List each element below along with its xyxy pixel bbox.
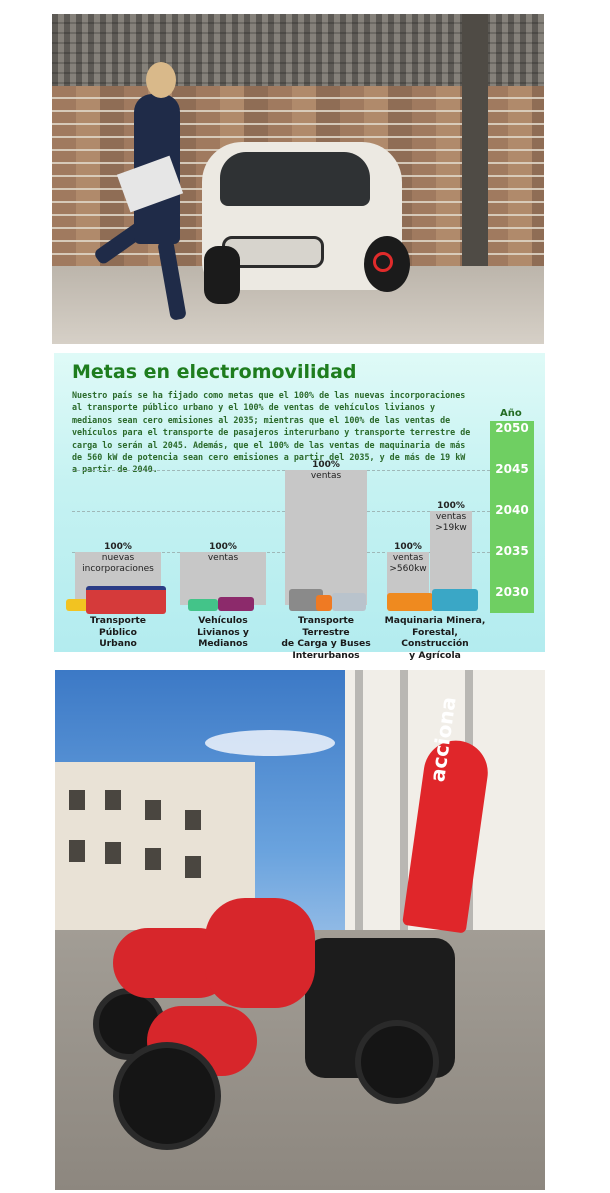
machinery-icon: [432, 589, 478, 611]
bar-text-label: ventas: [310, 471, 342, 481]
bar-percent-label: 100%: [209, 542, 237, 552]
category-label-line: y Agrícola: [409, 649, 461, 661]
electromobility-infographic: [54, 353, 545, 661]
bar-text-label: ventas >19kw: [435, 512, 467, 533]
flagpole: [355, 670, 363, 960]
cloud: [205, 730, 335, 756]
microcar-windshield: [220, 152, 370, 206]
acciona-scooters-photo: [55, 670, 545, 1190]
dark-column: [462, 14, 488, 266]
category-label: [70, 615, 166, 650]
year-tick-label: 2040: [495, 503, 529, 517]
window: [185, 810, 201, 830]
window: [145, 848, 161, 870]
window: [145, 800, 161, 820]
category-label-line: Interurbanos: [292, 649, 360, 661]
dump-truck-icon: [387, 593, 433, 611]
microcar-wheel-ring: [373, 252, 393, 272]
category-label: [274, 615, 378, 661]
bar-text-label: nuevas incorporaciones: [82, 553, 154, 574]
window: [105, 790, 121, 810]
bar-percent-label: 100%: [104, 542, 132, 552]
bus-icon: [332, 593, 366, 611]
year-tick-label: 2035: [495, 544, 529, 558]
scooter-front: [205, 898, 315, 1008]
acciona-logo: acciona: [425, 695, 461, 784]
year-tick-label: 2030: [495, 585, 529, 599]
category-label-line: Medianos: [198, 638, 248, 649]
bar-percent-label: 100%: [394, 542, 422, 552]
scooter-wheel: [355, 1020, 439, 1104]
microcar-street-photo: [52, 14, 544, 344]
car-icon: [218, 597, 254, 611]
window: [185, 856, 201, 878]
category-label-line: Urbano: [99, 638, 137, 649]
bus-icon: [86, 586, 166, 614]
category-label-line: Público: [99, 626, 137, 638]
woman-head: [146, 62, 176, 98]
microcar-wheel: [204, 246, 240, 304]
truck-cab-icon: [316, 595, 332, 611]
bar-percent-label: 100%: [437, 501, 465, 511]
car-icon: [188, 599, 218, 611]
taxi-icon: [66, 599, 88, 611]
year-axis-label: Año: [500, 408, 522, 419]
category-label-line: Transporte Terrestre: [297, 615, 355, 638]
category-label-line: Forestal, Construcción: [401, 626, 469, 649]
category-label-line: Livianos y: [197, 626, 249, 638]
category-label-line: de Carga y Buses: [281, 638, 371, 649]
bar-percent-label: 100%: [312, 460, 340, 470]
scooter-wheel: [113, 1042, 221, 1150]
window: [69, 840, 85, 862]
infographic-title: Metas en electromovilidad: [72, 361, 357, 383]
bar: [285, 470, 367, 605]
infographic-intro: Nuestro país se ha fijado como metas que el 100% de las nuevas incorporaciones al transporte público urbano y el 100% de ventas de vehículos livianos y medianos sean cero emisiones al 2035; mientras que el 100% de las ventas de vehículos para el transporte de pasajeros interurbano y transporte terrestre de carga lo serán al 2045. Además, que el 100% de las ventas de maquinaria de más de 560 kW de potencia sean cero emisiones a partir del 2035, y de más de 19 kW a partir de 2040.: [72, 390, 471, 475]
category-label: [380, 615, 490, 661]
window: [69, 790, 85, 810]
category-label-line: Transporte: [89, 615, 147, 626]
year-tick-label: 2050: [495, 421, 529, 435]
window: [105, 842, 121, 864]
year-tick-label: 2045: [495, 462, 529, 476]
category-label-line: Vehículos: [198, 615, 248, 626]
bar-text-label: ventas >560kw: [389, 553, 427, 574]
bar-text-label: ventas: [207, 553, 239, 563]
category-label-line: Maquinaria Minera,: [384, 615, 486, 626]
category-label: [176, 615, 270, 650]
